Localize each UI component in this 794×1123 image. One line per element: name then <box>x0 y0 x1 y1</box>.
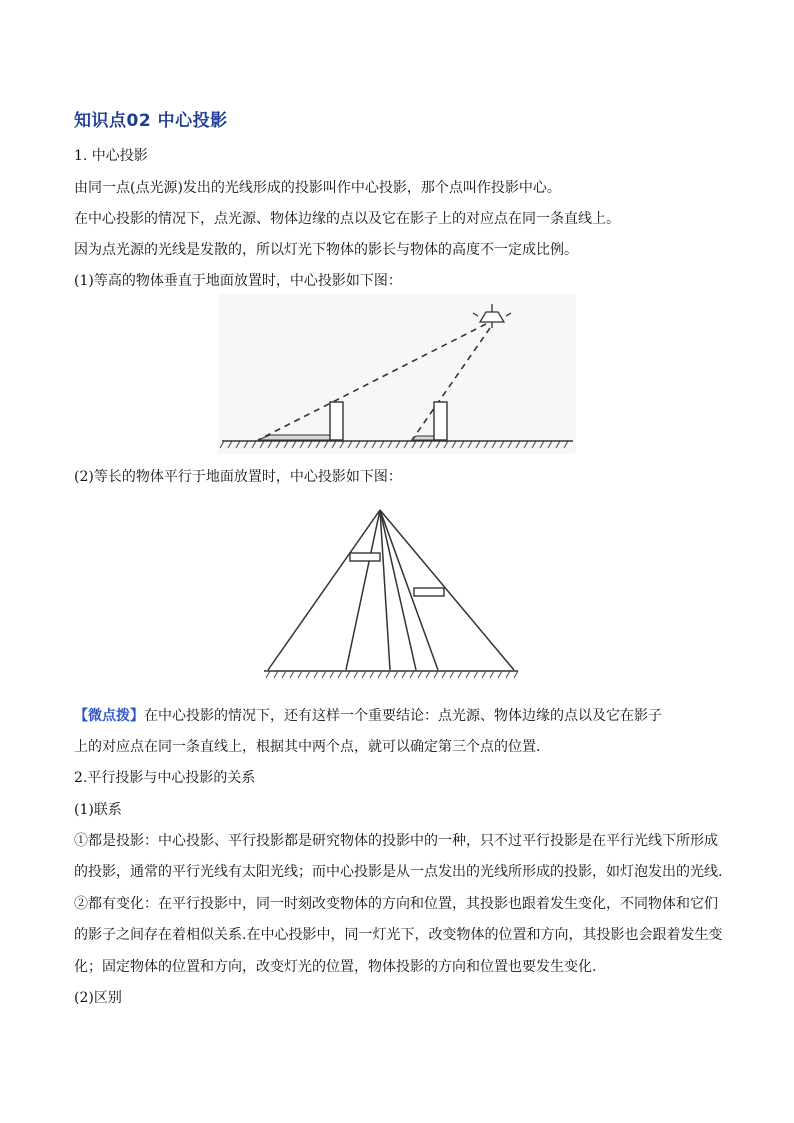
figure-caption: (2)等长的物体平行于地面放置时，中心投影如下图： <box>74 469 402 485</box>
tip-paragraph <box>74 706 662 726</box>
tip-text-continued: 上的对应点在同一条直线上，根据其中两个点，就可以确定第三个点的位置. <box>74 739 541 755</box>
figure-caption: (1)等高的物体垂直于地面放置时，中心投影如下图： <box>74 273 402 289</box>
paragraph: 因为点光源的光线是发散的，所以灯光下物体的影长与物体的高度不一定成比例。 <box>74 242 578 258</box>
subsection-title: 1. 中心投影 <box>74 148 148 164</box>
tip-label: 【微点拨】 <box>74 708 144 724</box>
figure-horizontal-bars <box>262 504 520 682</box>
paragraph: 由同一点(点光源)发出的光线形成的投影叫作中心投影，那个点叫作投影中心。 <box>74 180 561 196</box>
paragraph: ②都有变化：在平行投影中，同一时刻改变物体的方向和位置，其投影也跟着发生变化，不同物体和它们 <box>74 896 718 912</box>
tip-text: 在中心投影的情况下，还有这样一个重要结论：点光源、物体边缘的点以及它在影子 <box>144 708 662 724</box>
paragraph: 化；固定物体的位置和方向，改变灯光的位置，物体投影的方向和位置也要发生变化. <box>74 959 597 975</box>
paragraph: 的投影，通常的平行光线有太阳光线；而中心投影是从一点发出的光线所形成的投影，如灯泡发出的光线. <box>74 864 723 880</box>
subsection-title: 2.平行投影与中心投影的关系 <box>74 770 256 786</box>
subheading: (2)区别 <box>74 990 122 1006</box>
section-heading: 知识点02 中心投影 <box>74 111 228 131</box>
paragraph: 的影子之间存在着相似关系.在中心投影中，同一灯光下，改变物体的位置和方向，其投影也会跟着发生变 <box>74 927 723 943</box>
figure-vertical-poles <box>218 294 576 454</box>
subheading: (1)联系 <box>74 802 122 818</box>
paragraph: ①都是投影：中心投影、平行投影都是研究物体的投影中的一种，只不过平行投影是在平行光线下所形成 <box>74 833 718 849</box>
paragraph: 在中心投影的情况下，点光源、物体边缘的点以及它在影子上的对应点在同一条直线上。 <box>74 211 620 227</box>
